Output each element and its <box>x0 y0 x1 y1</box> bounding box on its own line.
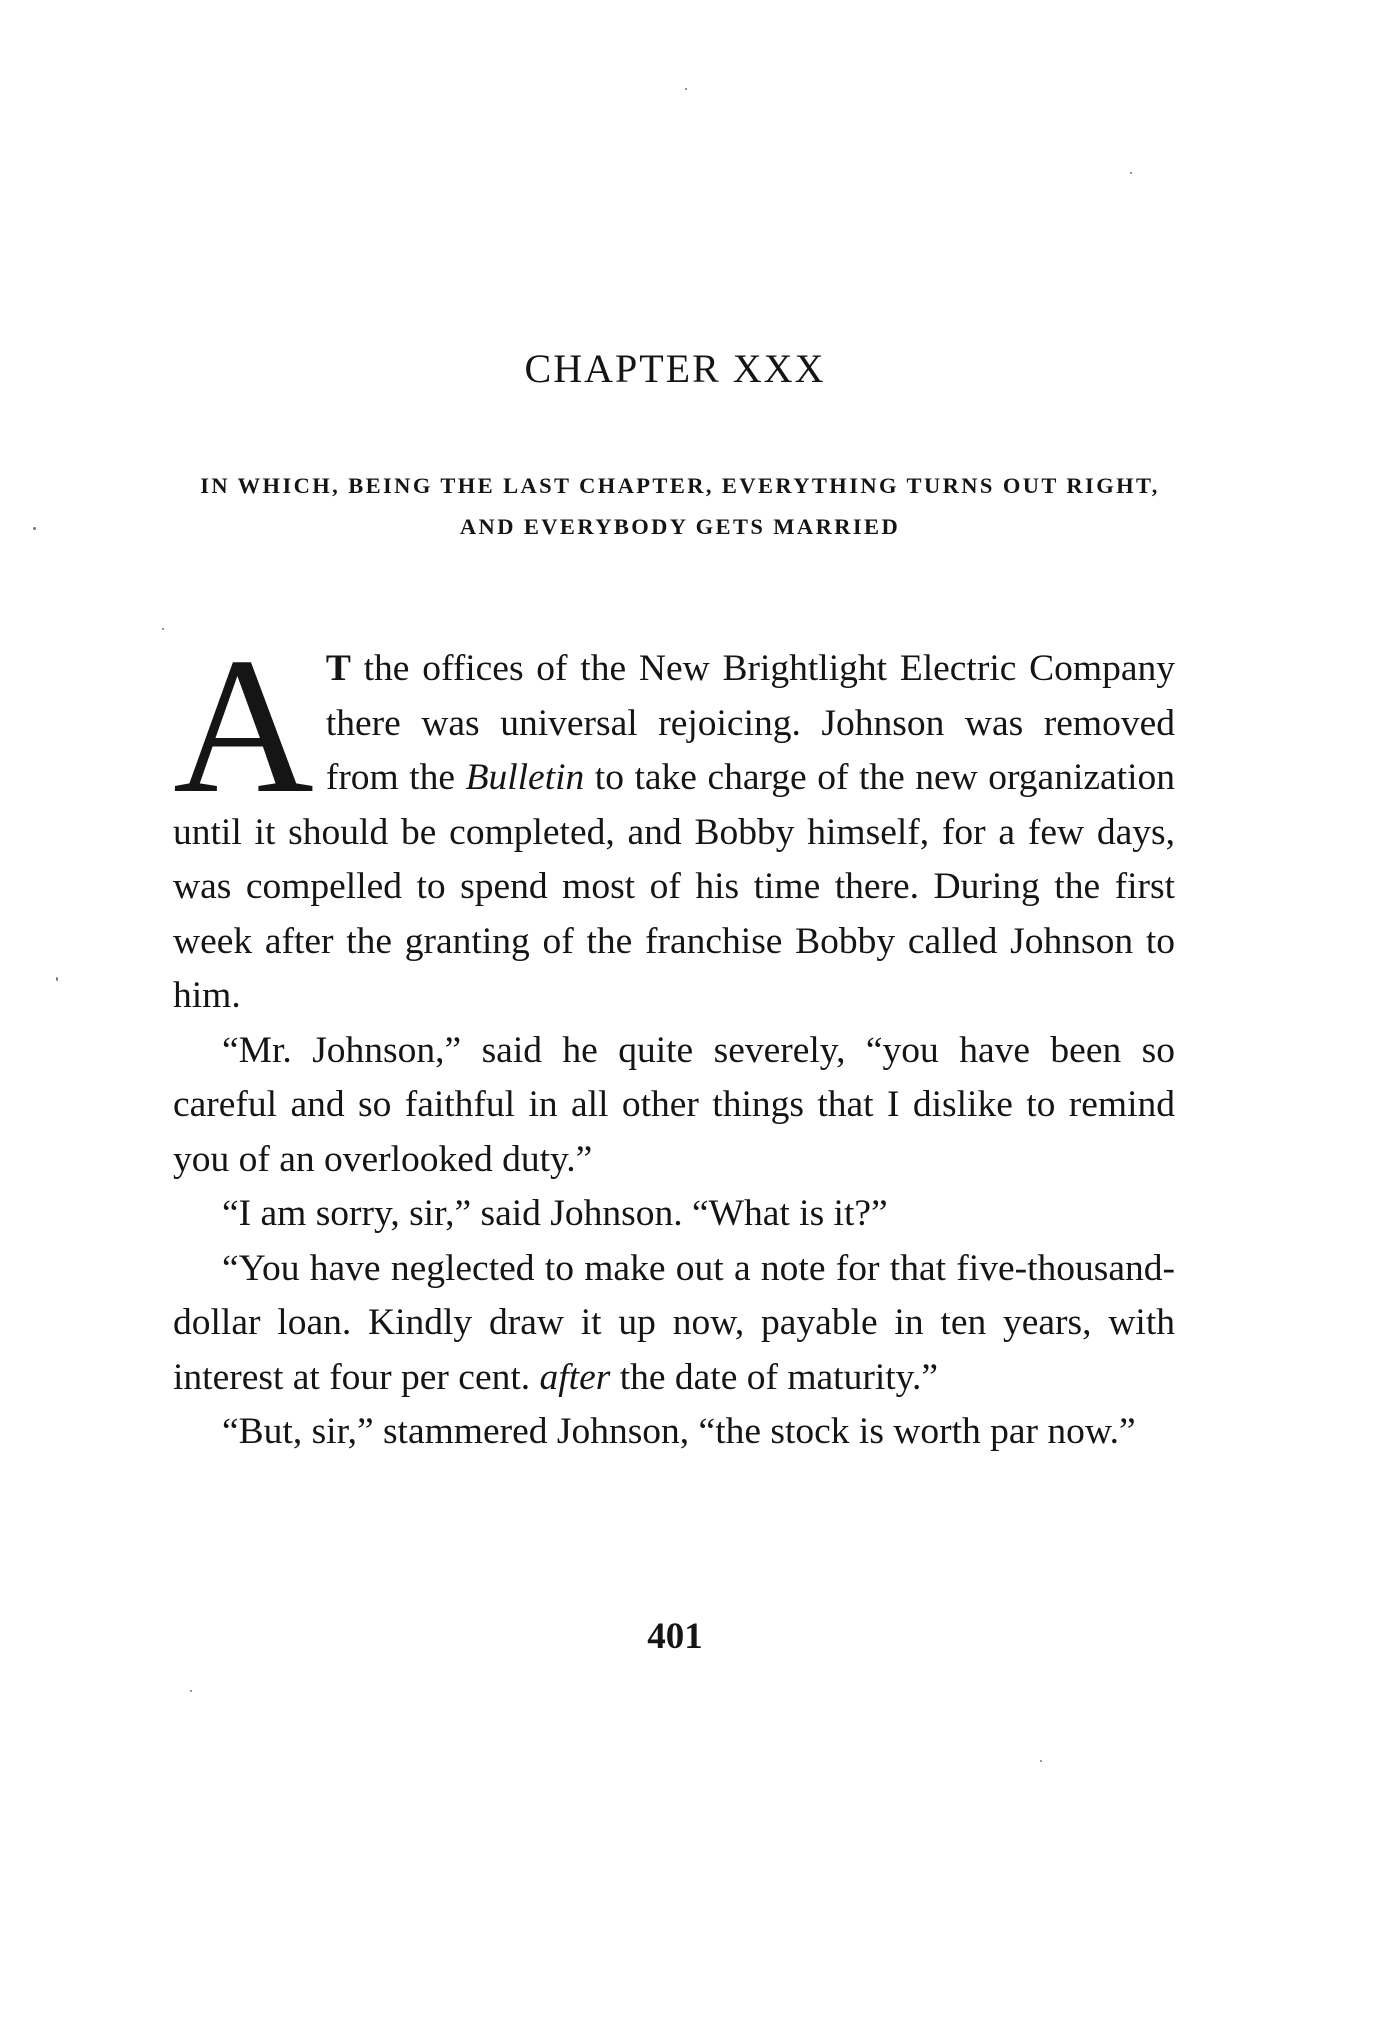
paragraph-4-text-2: the date of maturity.” <box>610 1356 938 1398</box>
chapter-title: CHAPTER XXX <box>524 346 826 391</box>
paper-speck <box>685 88 687 90</box>
paragraph-4 <box>173 1242 1175 1406</box>
paragraph-1-text-1: the offices of the New Brightlight Electric Company there was universal rejoicing. Johnson was removed from the <box>325 648 1175 798</box>
paper-speck <box>190 1690 192 1692</box>
paragraph-1 <box>173 618 1175 1024</box>
bulletin-title: Bulletin <box>465 757 585 798</box>
paper-speck <box>1130 172 1132 174</box>
drop-cap: A <box>173 618 314 834</box>
chapter-subtitle: IN WHICH, BEING THE LAST CHAPTER, EVERYTHING TURNS OUT RIGHT, AND EVERYBODY GETS MARRIED <box>200 473 1160 539</box>
paper-speck <box>162 628 164 630</box>
paragraph-1-text-2: to take charge of the new organization until it should be completed, and Bobby himself, for a few days, was compelled to spend most of his time there. During the first week after the granting of the franchise Bobby called Johnson to him. <box>173 757 1175 1016</box>
body-text <box>173 618 1175 1460</box>
page-number: 401 <box>647 1616 703 1657</box>
paper-speck <box>56 977 58 981</box>
first-word: T <box>325 648 351 689</box>
paper-speck <box>33 527 36 530</box>
paragraph-5: “But, sir,” stammered Johnson, “the stock is worth par now.” <box>222 1411 1136 1452</box>
paragraph-4-text-1: “You have neglected to make out a note for that five-thousand-dollar loan. Kindly draw it up now, payable in ten years, with interest at four per cent. <box>173 1247 1175 1398</box>
paragraph-3: “I am sorry, sir,” said Johnson. “What is it?” <box>222 1193 888 1234</box>
paragraph-2: “Mr. Johnson,” said he quite severely, “you have been so careful and so faithful in all other things that I dislike to remind you of an overlooked duty.” <box>173 1029 1175 1180</box>
after-emphasis: after <box>539 1356 611 1398</box>
paper-speck <box>1040 1760 1042 1762</box>
